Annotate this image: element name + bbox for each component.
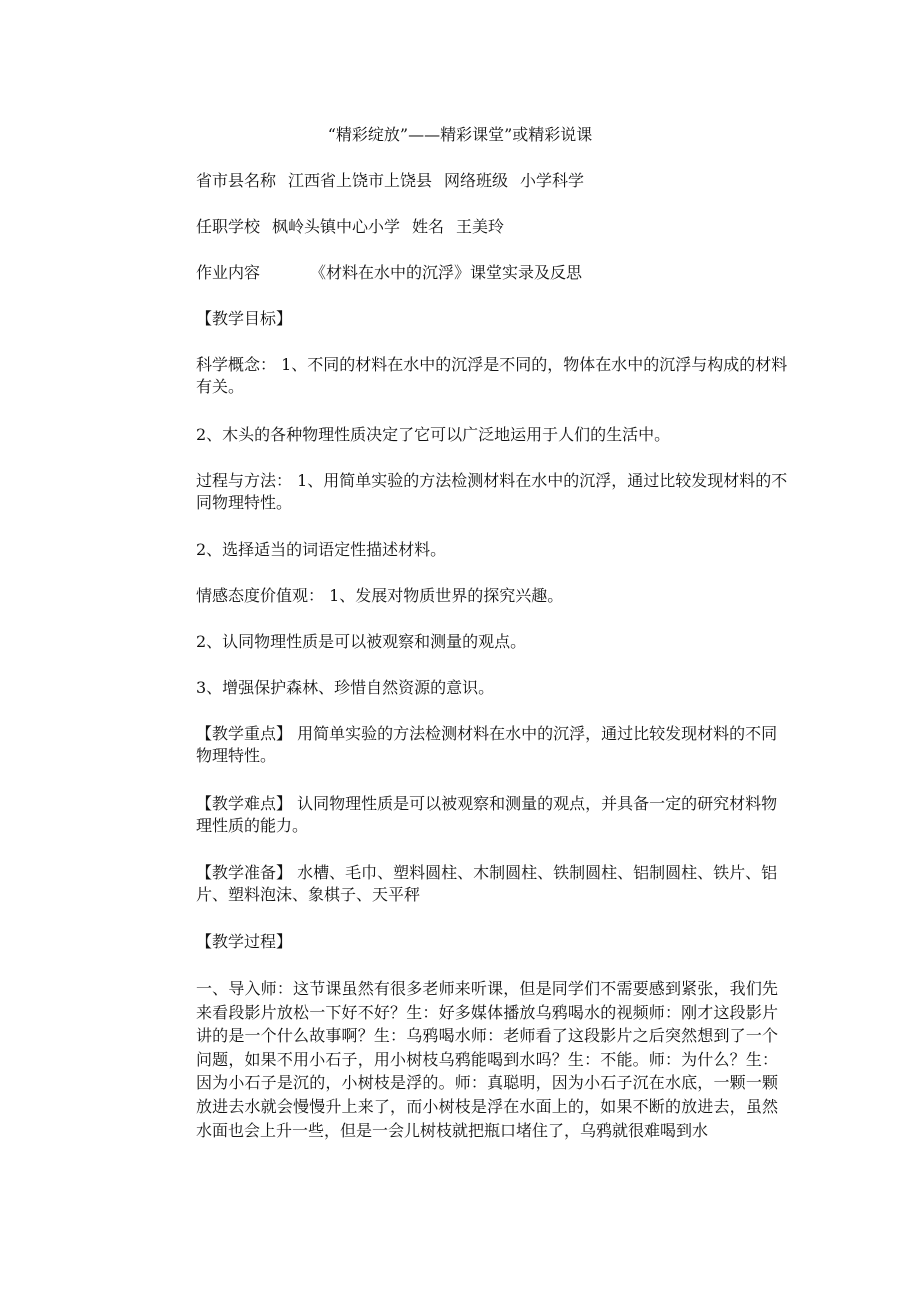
region-label: 省市县名称 <box>196 171 277 190</box>
objectives-heading: 【教学目标】 <box>196 309 293 328</box>
difficulty-paragraph: 【教学难点】 认同物理性质是可以被观察和测量的观点，并具备一定的研究材料物理性质的能力。 <box>196 794 778 835</box>
objective-attitude-1: 情感态度价值观： 1、发展对物质世界的探究兴趣。 <box>196 586 564 605</box>
region-value: 江西省上饶市上饶县 <box>288 171 433 190</box>
objective-attitude-2: 2、认同物理性质是可以被观察和测量的观点。 <box>196 632 527 651</box>
objective-attitude-3: 3、增强保护森林、珍惜自然资源的意识。 <box>196 678 495 697</box>
key-point-paragraph: 【教学重点】 用简单实验的方法检测材料在水中的沉浮，通过比较发现材料的不同物理特性。 <box>196 724 778 765</box>
school-value: 枫岭头镇中心小学 <box>272 217 401 236</box>
work-label: 作业内容 <box>196 263 261 282</box>
preparation-paragraph: 【教学准备】 水槽、毛巾、塑料圆柱、木制圆柱、铁制圆柱、铝制圆柱、铁片、铝片、塑料泡沫、象棋子、天平秤 <box>196 863 778 904</box>
objective-concept-2: 2、木头的各种物理性质决定了它可以广泛地运用于人们的生活中。 <box>196 425 671 444</box>
info-work-line <box>196 262 788 284</box>
process-paragraph: 一、导入师：这节课虽然有很多老师来听课，但是同学们不需要感到紧张，我们先来看段影片放松一下好不好？生：好多媒体播放乌鸦喝水的视频师：刚才这段影片讲的是一个什么故事啊？生：乌鸦喝水师：老师看了这段影片之后突然想到了一个问题，如果不用小石子，用小树枝乌鸦能喝到水吗？生：不能。师：为什么？生：因为小石子是沉的，小树枝是浮的。师：真聪明，因为小石子沉在水底，一颗一颗放进去水就会慢慢升上来了，而小树枝是浮在水面上的，如果不断的放进去，虽然水面也会上升一些，但是一会儿树枝就把瓶口堵住了，乌鸦就很难喝到水 <box>196 979 778 1140</box>
class-value: 小学科学 <box>520 171 585 190</box>
name-value: 王美玲 <box>456 217 505 236</box>
info-region-line <box>196 170 788 192</box>
name-label: 姓名 <box>412 217 445 236</box>
school-label: 任职学校 <box>196 217 261 236</box>
work-value: 《材料在水中的沉浮》课堂实录及反思 <box>310 263 583 282</box>
objective-method-1: 过程与方法： 1、用简单实验的方法检测材料在水中的沉浮，通过比较发现材料的不同物理特性。 <box>196 471 788 512</box>
process-heading: 【教学过程】 <box>196 932 293 951</box>
objective-concept-1: 科学概念： 1、不同的材料在水中的沉浮是不同的，物体在水中的沉浮与构成的材料有关。 <box>196 355 788 396</box>
class-label: 网络班级 <box>444 171 509 190</box>
objective-method-2: 2、选择适当的词语定性描述材料。 <box>196 540 447 559</box>
document-title: “精彩绽放”——精彩课堂”或精彩说课 <box>327 125 593 144</box>
info-school-line <box>196 216 788 238</box>
